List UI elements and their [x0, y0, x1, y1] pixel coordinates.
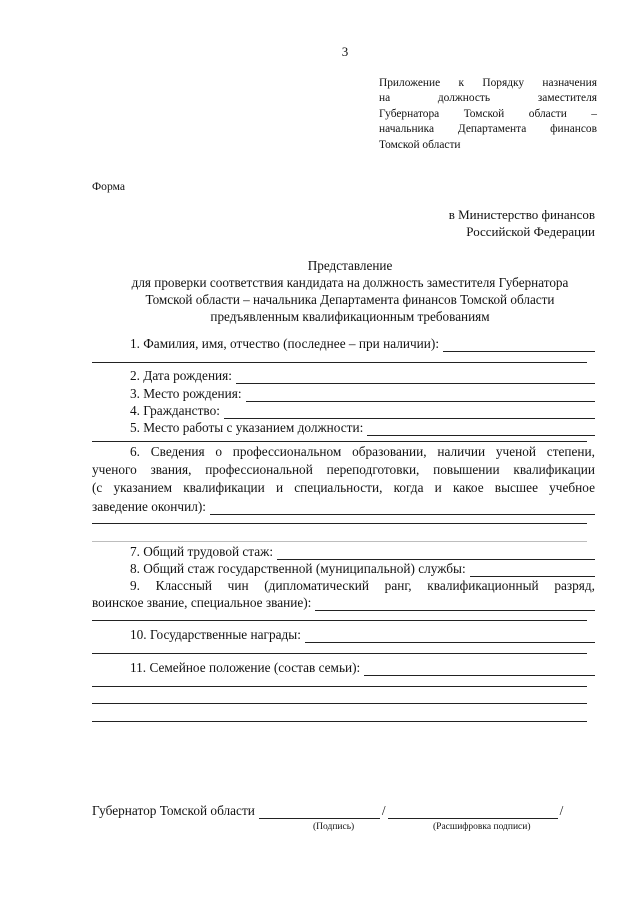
blank-line[interactable]: [92, 703, 587, 704]
blank-line[interactable]: [92, 721, 587, 722]
separator: /: [381, 803, 386, 818]
education-input-line[interactable]: [210, 500, 595, 515]
title-line: Представление: [307, 258, 393, 273]
field-label: 2. Дата рождения:: [130, 368, 232, 383]
field-label: 11. Семейное положение (состав семьи):: [130, 660, 361, 675]
signatory-title: Губернатор Томской области: [92, 803, 255, 818]
title-line: для проверки соответствия кандидата на должность заместителя Губернатора: [131, 275, 569, 290]
field-total-experience: [130, 543, 595, 560]
field-class-rank: [130, 577, 595, 594]
blank-line[interactable]: [92, 686, 587, 687]
field-label: 6. Сведения о профессиональном образовании, наличии ученой степени,: [130, 444, 595, 459]
blank-line[interactable]: [92, 541, 587, 542]
birth-date-input-line[interactable]: [236, 369, 595, 384]
field-label: 5. Место работы с указанием должности:: [130, 420, 364, 435]
appendix-line: начальника Департамента финансов: [379, 123, 597, 136]
citizenship-input-line[interactable]: [224, 404, 595, 419]
field-label: 1. Фамилия, имя, отчество (последнее – при наличии):: [130, 336, 440, 351]
field-education-last: [92, 498, 595, 515]
service-experience-input-line[interactable]: [470, 562, 595, 577]
appendix-line: Губернатора Томской области –: [379, 107, 597, 120]
class-rank-input-line[interactable]: [315, 596, 595, 611]
appendix-line: на должность заместителя: [379, 92, 597, 105]
family-status-input-line[interactable]: [364, 661, 595, 676]
workplace-input-line[interactable]: [367, 421, 595, 436]
field-label: воинское звание, специальное звание):: [92, 595, 312, 610]
blank-line[interactable]: [92, 653, 587, 654]
document-title: [60, 257, 640, 325]
signature-caption: (Подпись): [313, 822, 355, 832]
appendix-line: Томской области: [379, 138, 461, 151]
blank-line[interactable]: [92, 523, 587, 524]
appendix-note: [379, 76, 597, 153]
full-name-input-line[interactable]: [443, 337, 595, 352]
field-citizenship: [130, 402, 595, 419]
birth-place-input-line[interactable]: [246, 387, 595, 402]
field-label: 10. Государственные награды:: [130, 627, 301, 642]
name-decoding-caption: (Расшифровка подписи): [433, 822, 531, 832]
field-workplace: [130, 419, 595, 436]
field-label: 8. Общий стаж государственной (муниципальной) службы:: [130, 561, 466, 576]
field-label: ученого звания, профессиональной переподготовки, повышении квалификации: [92, 462, 595, 478]
field-label: 7. Общий трудовой стаж:: [130, 544, 274, 559]
form-label: Форма: [92, 180, 125, 193]
appendix-line: Приложение к Порядку назначения: [379, 77, 597, 89]
addressee-line: в Министерство финансов: [448, 207, 595, 222]
field-awards: [130, 626, 595, 643]
blank-line[interactable]: [92, 441, 587, 442]
name-decoding-line[interactable]: [388, 804, 558, 819]
field-label: (с указанием квалификации и специальности, когда и какое высшее учебное: [92, 480, 595, 496]
field-full-name: [130, 335, 595, 352]
page-number: 3: [341, 44, 349, 59]
title-line: предъявленным квалификационным требованиям: [210, 309, 490, 324]
addressee-line: Российской Федерации: [466, 224, 595, 239]
blank-line[interactable]: [92, 362, 587, 363]
field-label: 9. Классный чин (дипломатический ранг, квалификационный разряд,: [130, 578, 595, 593]
signature-block: [92, 802, 595, 819]
field-label: заведение окончил):: [92, 499, 206, 514]
field-birth-date: [130, 367, 595, 384]
blank-line[interactable]: [92, 620, 587, 621]
field-class-rank-cont: [92, 594, 595, 611]
separator: /: [559, 803, 564, 818]
total-experience-input-line[interactable]: [277, 545, 595, 560]
field-label: 4. Гражданство:: [130, 403, 220, 418]
field-label: 3. Место рождения:: [130, 386, 242, 401]
signature-line[interactable]: [259, 804, 380, 819]
field-birth-place: [130, 385, 595, 402]
addressee: [449, 206, 595, 240]
field-family-status: [130, 659, 595, 676]
field-service-experience: [130, 560, 595, 577]
awards-input-line[interactable]: [305, 628, 595, 643]
title-line: Томской области – начальника Департамента финансов Томской области: [145, 292, 555, 307]
field-education: [92, 443, 595, 498]
